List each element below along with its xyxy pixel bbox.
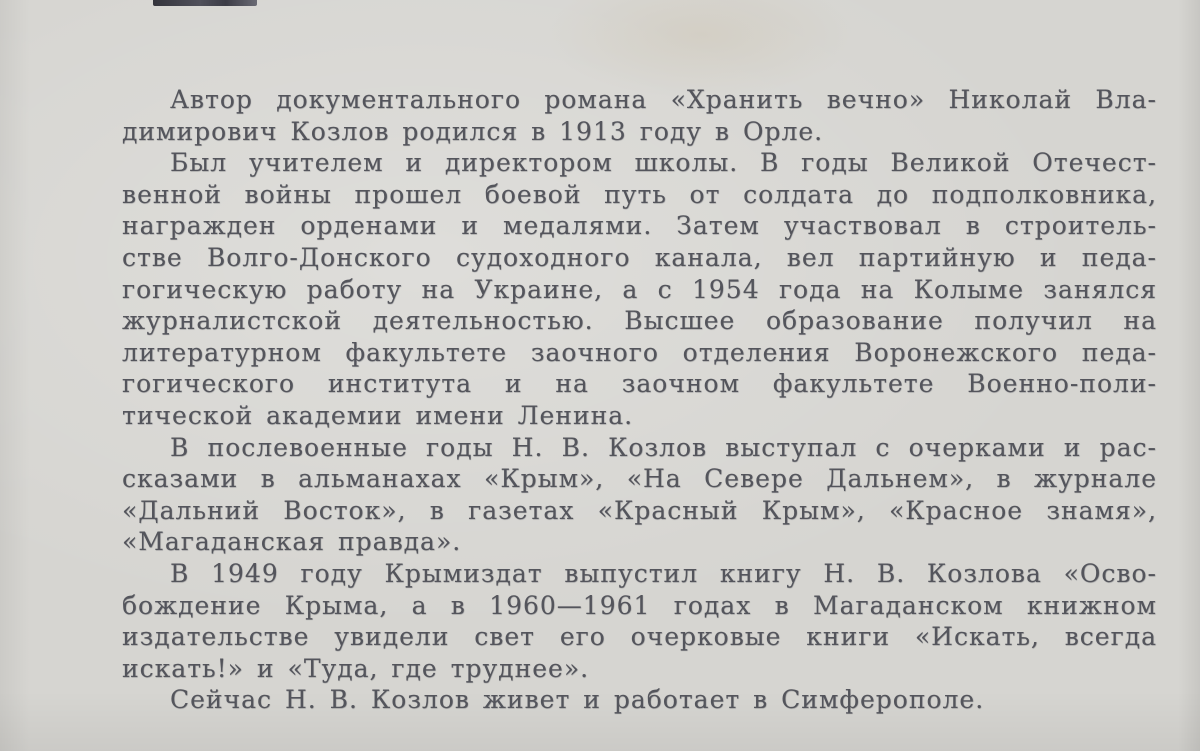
paragraph-1 — [122, 84, 1157, 147]
text-line: В 1949 году Крымиздат выпустил книгу Н. В. Козлова «Осво- — [170, 558, 1157, 588]
paragraph-5 — [122, 684, 1157, 716]
paragraph-3 — [122, 432, 1157, 558]
text-line: гогического института и на заочном факультете Военно-поли- — [122, 369, 1157, 399]
paragraph-2 — [122, 147, 1157, 431]
text-line: В послевоенные годы Н. В. Козлов выступал с очерками и рас- — [170, 432, 1157, 462]
text-line: литературном факультете заочного отделения Воронежского педа- — [122, 337, 1157, 367]
text-line: награжден орденами и медалями. Затем участвовал в строитель- — [122, 211, 1157, 241]
page-edge-mark — [153, 0, 257, 6]
text-line: Сейчас Н. В. Козлов живет и работает в Симферополе. — [170, 685, 985, 715]
text-line: Был учителем и директором школы. В годы Великой Отечест- — [170, 148, 1157, 178]
biography-text — [122, 84, 1157, 716]
text-line: «Магаданская правда». — [122, 527, 462, 557]
text-line: «Дальний Восток», в газетах «Красный Крым», «Красное знамя», — [122, 495, 1157, 525]
text-line: венной войны прошел боевой путь от солдата до подполковника, — [122, 179, 1157, 209]
text-line: журналистской деятельностью. Высшее образование получил на — [122, 306, 1157, 336]
text-line: сказами в альманахах «Крым», «На Севере Дальнем», в журнале — [122, 464, 1157, 494]
text-line: издательстве увидели свет его очерковые книги «Искать, всегда — [122, 622, 1157, 652]
text-line: стве Волго-Донского судоходного канала, вел партийную и педа- — [122, 242, 1157, 272]
text-line: гогическую работу на Украине, а с 1954 года на Колыме занялся — [122, 274, 1157, 304]
text-line: искать!» и «Туда, где труднее». — [122, 653, 590, 683]
text-line: димирович Козлов родился в 1913 году в Орле. — [122, 116, 824, 146]
text-line: тической академии имени Ленина. — [122, 400, 634, 430]
text-line: бождение Крыма, а в 1960—1961 годах в Магаданском книжном — [122, 590, 1157, 620]
text-line: Автор документального романа «Хранить вечно» Николай Вла- — [170, 85, 1157, 114]
paragraph-4 — [122, 558, 1157, 684]
